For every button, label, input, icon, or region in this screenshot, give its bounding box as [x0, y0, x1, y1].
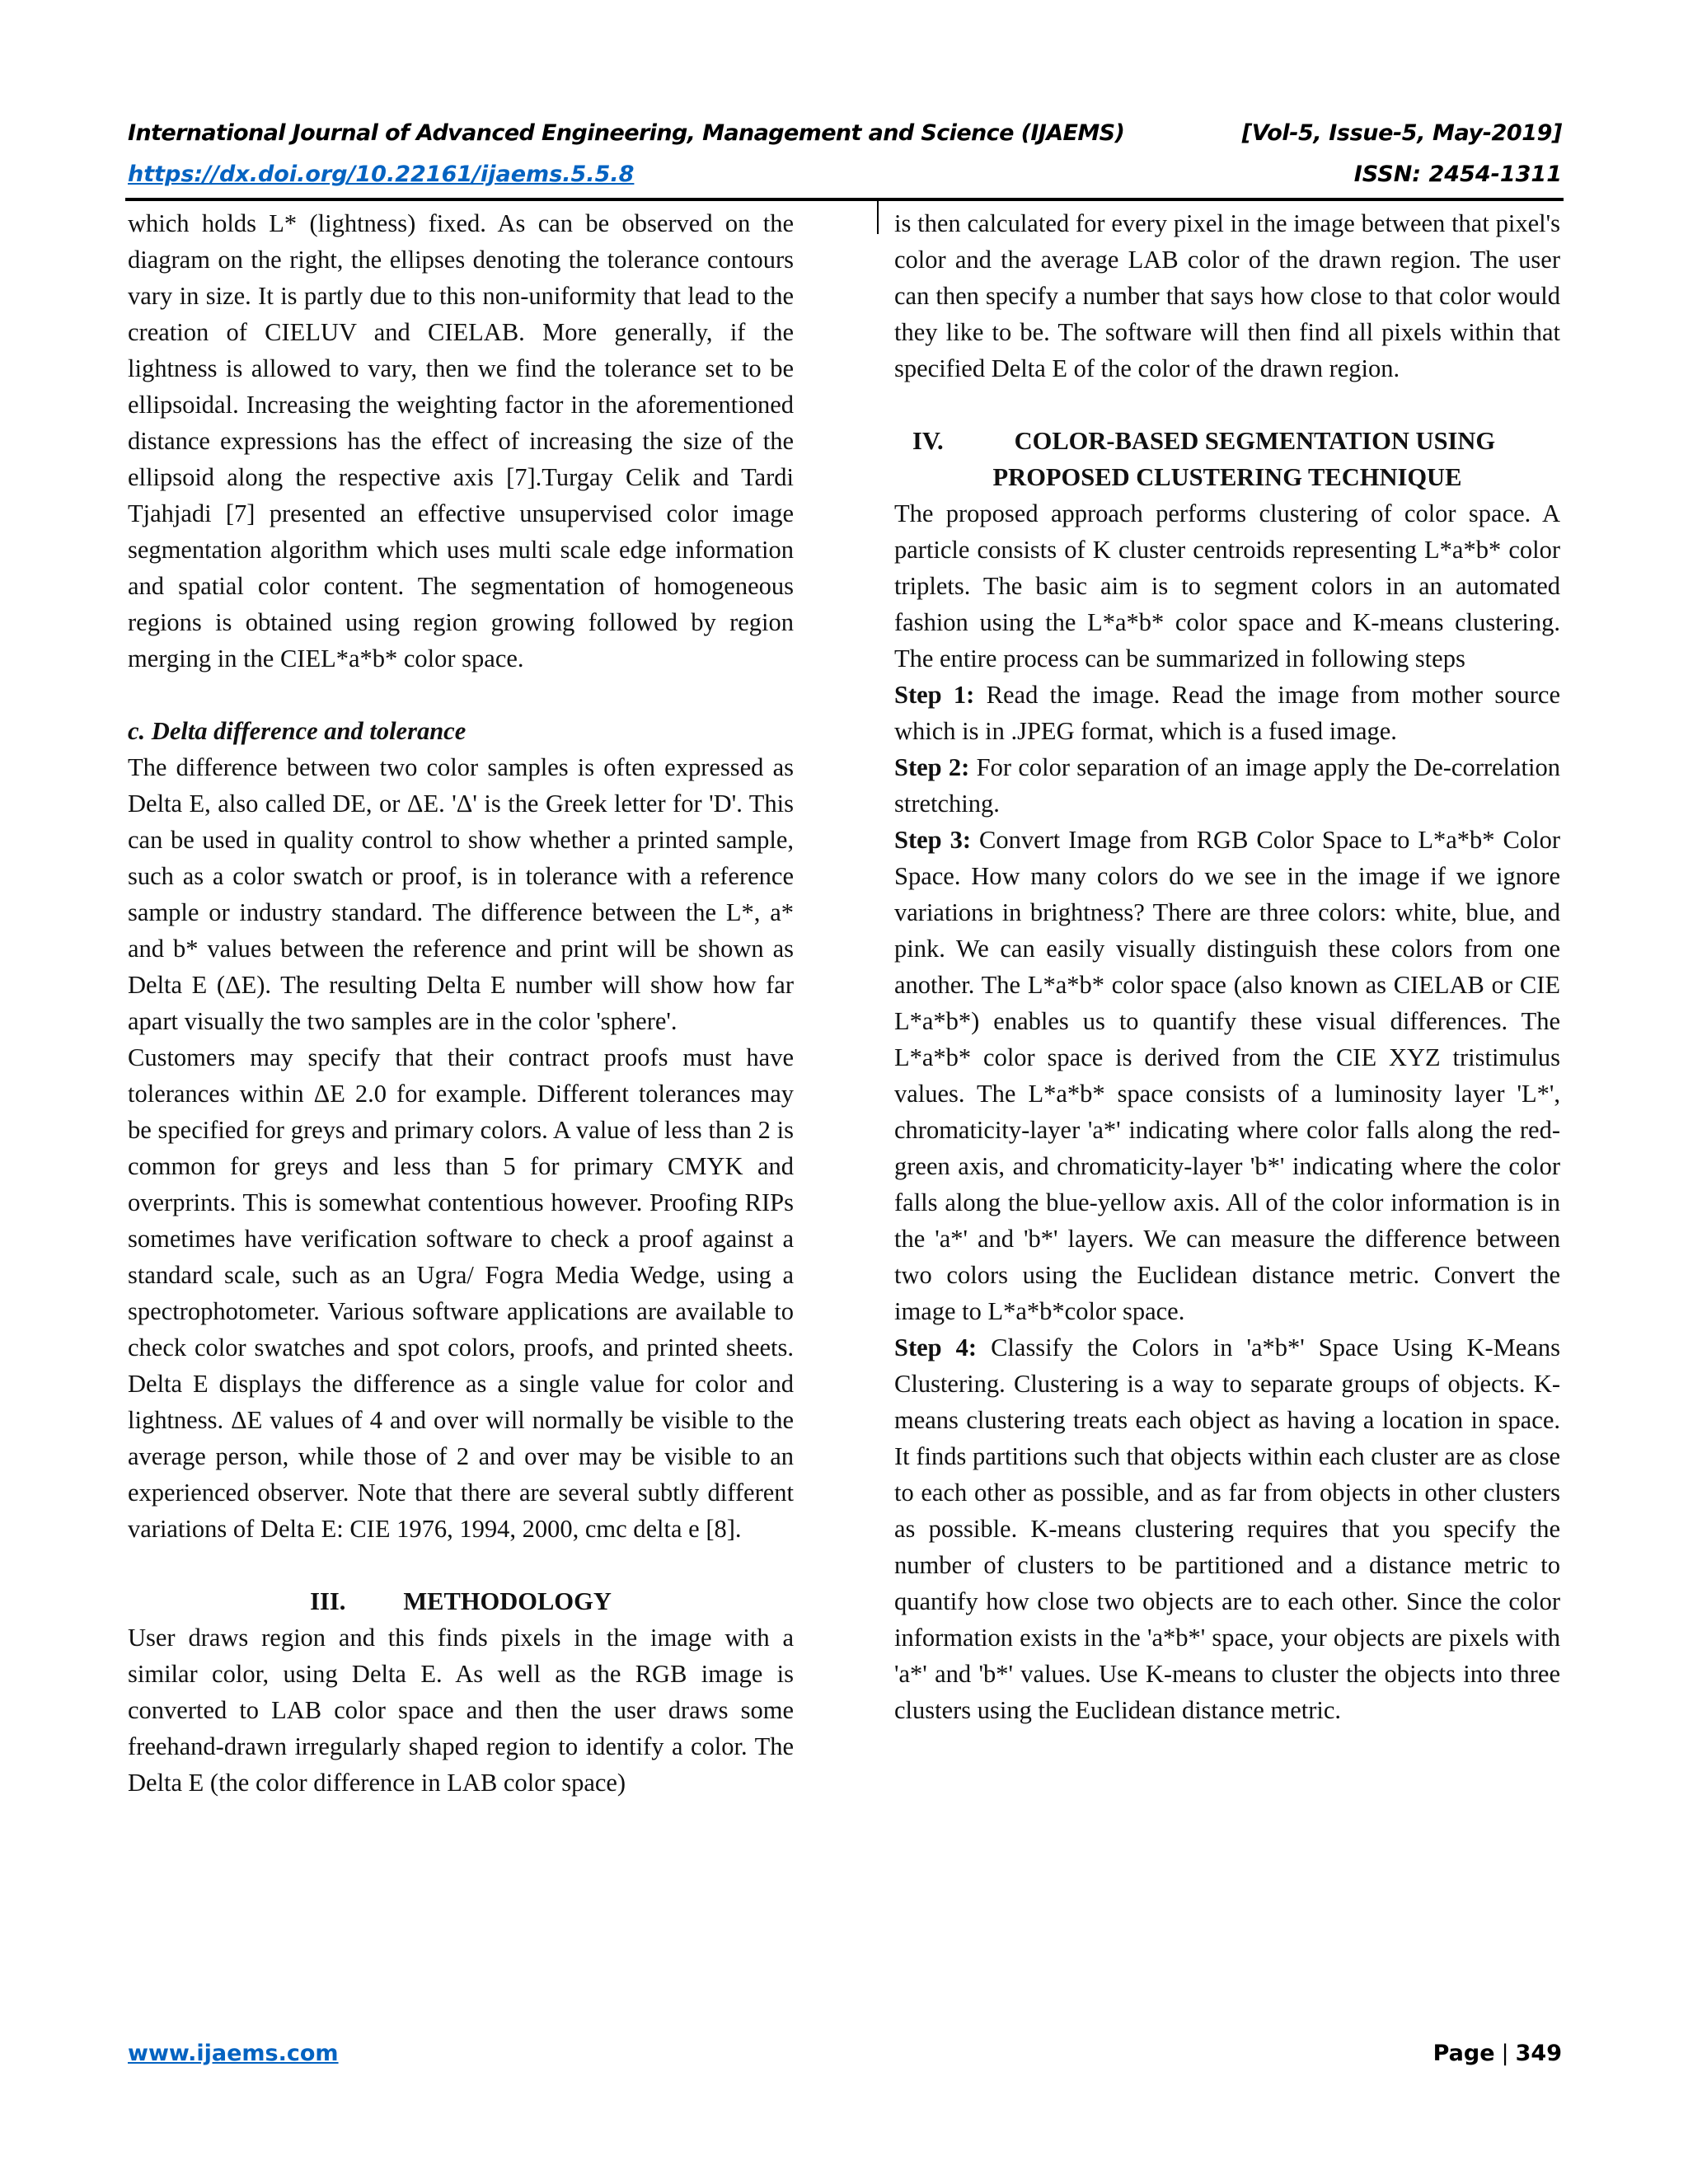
issn: ISSN: 2454-1311 — [1353, 162, 1562, 187]
left-paragraph-1: which holds L* (lightness) fixed. As can be observed on the diagram on the right, the ellipses denoting the tolerance contours vary in size. It is partly due to this non-uniformity that lead to the creation of CIELUV and CIELAB. More generally, if the lightness is allowed to vary, then we find the tolerance set to be ellipsoidal. Increasing the weighting factor in the aforementioned distance expressions has the effect of increasing the size of the ellipsoid along the respective axis [7].Turgay Celik and Tardi Tjahjadi [7] presented an effective unsupervised color image segmentation algorithm which uses multi scale edge information and spatial color content. The segmentation of homogeneous regions is obtained using region growing followed by region merging in the CIEL*a*b* color space. — [128, 209, 794, 673]
step-2 — [894, 749, 1560, 822]
section-number: III. — [310, 1587, 346, 1615]
header-rule — [125, 198, 1564, 201]
step-1 — [894, 677, 1560, 749]
right-paragraph-1: is then calculated for every pixel in the image between that pixel's color and the average LAB color of the drawn region. The user can then specify a number that says how close to that color would they like to be. The software will then find all pixels within that specified Delta E of the color of the drawn region. — [894, 209, 1560, 382]
section-heading-methodology — [128, 1583, 794, 1619]
page-label: Page — [1432, 2041, 1495, 2066]
page-number — [1433, 2041, 1562, 2066]
step-4 — [894, 1329, 1560, 1728]
right-paragraph-2: The proposed approach performs clustering of color space. A particle consists of K cluster centroids representing L*a*b* color triplets. The basic aim is to segment colors in an automated fashion using the L*a*b* color space and K-means clustering. The entire process can be summarized in following steps — [894, 499, 1560, 673]
step-3 — [894, 822, 1560, 1329]
doi-link[interactable]: https://dx.doi.org/10.22161/ijaems.5.5.8 — [128, 162, 635, 187]
step-text: For color separation of an image apply the De-correlation stretching. — [894, 753, 1561, 818]
volume-issue: [Vol-5, Issue-5, May-2019] — [1241, 120, 1562, 146]
section-title-line-2: PROPOSED CLUSTERING TECHNIQUE — [992, 463, 1462, 491]
section-heading-segmentation — [894, 423, 1560, 459]
page-separator: | — [1501, 2041, 1509, 2066]
left-column — [128, 205, 794, 1801]
section-title: METHODOLOGY — [403, 1587, 612, 1615]
step-text: Convert Image from RGB Color Space to L*a*b* Color Space. How many colors do we see in the image if we ignore variations in brightness? There are three colors: white, blue, and pink. We can easily visually distinguish these colors from one another. The L*a*b* color space (also known as CIELAB or CIE L*a*b*) enables us to quantify these visual differences. The L*a*b* color space is derived from the CIE XYZ tristimulus values. The L*a*b* space consists of a luminosity layer 'L*', chromaticity-layer 'a*' indicating where color falls along the red-green axis, and chromaticity-layer 'b*' indicating where the color falls along the blue-yellow axis. All of the color information is in the 'a*' and 'b*' layers. We can measure the difference between two colors using the Euclidean distance metric. Convert the image to L*a*b*color space. — [894, 826, 1560, 1325]
step-label: Step 3: — [894, 826, 972, 854]
step-label: Step 2: — [894, 753, 970, 781]
section-number: IV. — [912, 427, 944, 455]
column-divider — [877, 198, 879, 234]
step-text: Read the image. Read the image from mother source which is in .JPEG format, which is a fused image. — [894, 681, 1560, 745]
journal-title: International Journal of Advanced Engineering, Management and Science (IJAEMS) — [128, 120, 1125, 146]
subsection-heading: c. Delta difference and tolerance — [128, 717, 467, 745]
section-title-line-1: COLOR-BASED SEGMENTATION USING — [1014, 427, 1496, 455]
page-number-value: 349 — [1515, 2041, 1562, 2066]
left-paragraph-4: User draws region and this finds pixels in the image with a similar color, using Delta E. As well as the RGB image is converted to LAB color space and then the user draws some freehand-drawn irregularly shaped region to identify a color. The Delta E (the color difference in LAB color space) — [128, 1624, 794, 1797]
left-paragraph-2: The difference between two color samples is often expressed as Delta E, also called DE, or ΔE. 'Δ' is the Greek letter for 'D'. This can be used in quality control to show whether a printed sample, such as a color swatch or proof, is in tolerance with a reference sample or industry standard. The difference between the L*, a* and b* values between the reference and print will be shown as Delta E (ΔE). The resulting Delta E number will show how far apart visually the two samples are in the color 'sphere'. — [128, 753, 794, 1035]
step-label: Step 1: — [894, 681, 975, 709]
step-text: Classify the Colors in 'a*b*' Space Using K-Means Clustering. Clustering is a way to separate groups of objects. K-means clustering treats each object as having a location in space. It finds partitions such that objects within each cluster are as close to each other as possible, and as far from objects in other clusters as possible. K-means clustering requires that you specify the number of clusters to be partitioned and a distance metric to quantify how close two objects are to each other. Since the color information exists in the 'a*b*' space, your objects are pixels with 'a*' and 'b*' values. Use K-means to cluster the objects into three clusters using the Euclidean distance metric. — [894, 1333, 1560, 1724]
left-paragraph-3: Customers may specify that their contract proofs must have tolerances within ΔE 2.0 for example. Different tolerances may be specified for greys and primary colors. A value of less than 2 is common for greys and less than 5 for primary CMYK and overprints. This is somewhat contentious however. Proofing RIPs sometimes have verification software to check a proof against a standard scale, such as an Ugra/ Fogra Media Wedge, using a spectrophotometer. Various software applications are available to check color swatches and spot colors, proofs, and printed sheets. Delta E displays the difference as a single value for color and lightness. ΔE values of 4 and over will normally be visible to the average person, while those of 2 and over may be visible to an experienced observer. Note that there are several subtly different variations of Delta E: CIE 1976, 1994, 2000, cmc delta e [8]. — [128, 1043, 794, 1543]
journal-website-link[interactable]: www.ijaems.com — [128, 2041, 339, 2066]
right-column — [894, 205, 1560, 1728]
step-label: Step 4: — [894, 1333, 978, 1361]
